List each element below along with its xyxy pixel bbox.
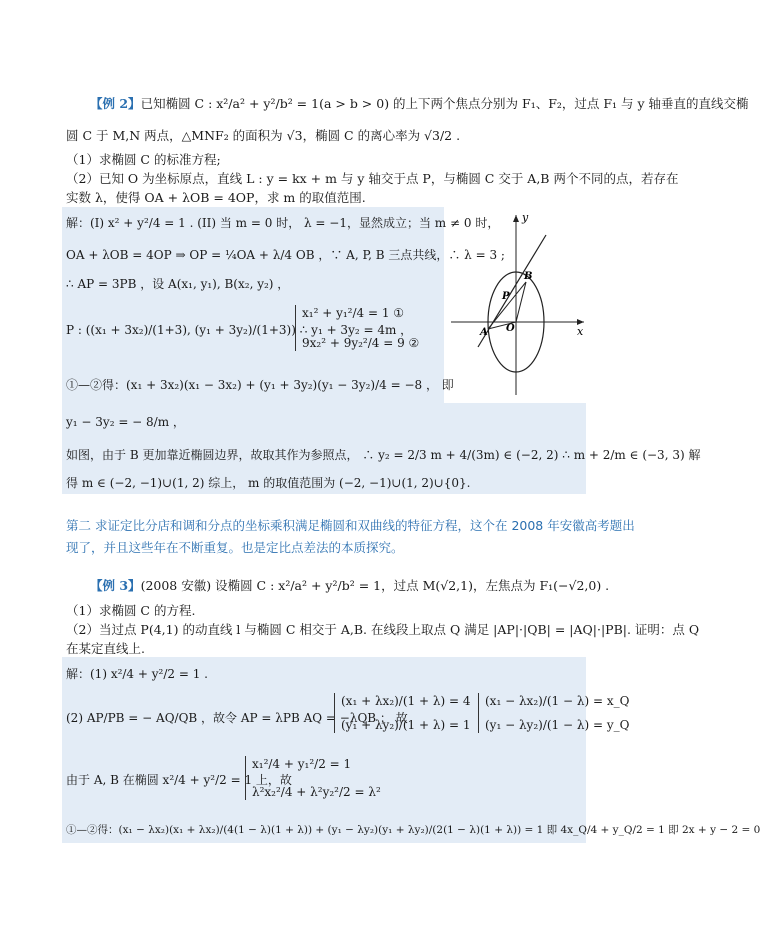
label-a: A: [480, 327, 488, 338]
section-line2: 现了，并且这些年在不断重复。也是定比点差法的本质探究。: [66, 540, 404, 555]
sol2-line8: 得 m ∈ (−2, −1)∪(1, 2) 综上， m 的取值范围为 (−2, −1)∪(1, 2)∪{0}.: [66, 476, 471, 490]
ex3-text1: (2008 安徽) 设椭圆 C : x²/a² + y²/b² = 1，过点 M(√2,1)，左焦点为 F₁(−√2,0) .: [140, 578, 610, 593]
solution3-bg: [62, 657, 586, 843]
ex2-q2a: （2）已知 O 为坐标原点，直线 L : y = kx + m 与 y 轴交于点 P，与椭圆 C 交于 A,B 两个不同的点，若存在: [66, 171, 679, 186]
sol3-systemA: [334, 693, 470, 733]
sol2-line3: ∴ AP = 3PB ，设 A(x₁, y₁), B(x₂, y₂) ，: [66, 277, 290, 291]
sol2-line6: y₁ − 3y₂ = − 8/m ，: [66, 415, 185, 429]
sol2-system: [295, 305, 419, 351]
y-axis-arrow: [513, 215, 519, 222]
label-y: y: [522, 211, 529, 224]
label-b: B: [524, 271, 533, 282]
ex2-text1: 已知椭圆 C : x²/a² + y²/b² = 1(a > b > 0) 的上下两个焦点分别为 F₁、F₂，过点 F₁ 与 y 轴垂直的直线交椭: [140, 96, 749, 111]
sol3-sysA1: (x₁ + λx₂)/(1 + λ) = 4: [341, 694, 471, 708]
ex2-q2b: 实数 λ，使得 OA + λOB = 4OP，求 m 的取值范围.: [66, 190, 366, 205]
sol2-eq1: x₁² + y₁²/4 = 1 ①: [302, 306, 405, 320]
sol2-line1: 解：(I) x² + y²/4 = 1 . (II) 当 m = 0 时， λ = −1，显然成立；当 m ≠ 0 时，: [66, 216, 500, 230]
sol3-systemC: [245, 756, 381, 800]
sol3-systemB: [478, 693, 629, 733]
sol3-line3: 由于 A, B 在椭圆 x²/4 + y²/2 = 1 上，故: [66, 773, 292, 787]
sol2-line5: ①—②得：(x₁ + 3x₂)(x₁ − 3x₂) + (y₁ + 3y₂)(y₁ − 3y₂)/4 = −8 ， 即: [66, 378, 454, 392]
ex3-q1: （1）求椭圆 C 的方程.: [66, 603, 196, 618]
sol2-line2: OA + λOB = 4OP ⇒ OP = ¼OA + λ/4 OB ，∵ A, P, B 三点共线，∴ λ = 3 ;: [66, 248, 505, 262]
ex3-q2a: （2）当过点 P(4,1) 的动直线 l 与椭圆 C 相交于 A,B. 在线段上取点 Q 满足 |AP|·|QB| = |AQ|·|PB|. 证明：点 Q: [66, 622, 700, 637]
sol3-line1: 解：(1) x²/4 + y²/2 = 1 .: [66, 667, 208, 681]
sol2-line7: 如图，由于 B 更加靠近椭圆边界，故取其作为参照点， ∴ y₂ = 2/3 m + 4/(3m) ∈ (−2, 2) ∴ m + 2/m ∈ (−3, 3) 解: [66, 448, 701, 462]
label-x: x: [577, 325, 584, 338]
sol3-sysB2: (y₁ − λy₂)/(1 − λ) = y_Q: [485, 718, 630, 732]
ellipse-figure: [446, 207, 586, 397]
ex2-line2: 圆 C 于 M,N 两点，△MNF₂ 的面积为 √3，椭圆 C 的离心率为 √3/2 .: [66, 128, 461, 143]
sol3-sysC2: λ²x₂²/4 + λ²y₂²/2 = λ²: [252, 785, 381, 799]
section-line1: 第二 求证定比分店和调和分点的坐标乘积满足椭圆和双曲线的特征方程，这个在 2008 年安徽高考题出: [66, 518, 635, 533]
sol3-line4: ①—②得：(x₁ − λx₂)(x₁ + λx₂)/(4(1 − λ)(1 + λ)) + (y₁ − λy₂)(y₁ + λy₂)/(2(1 − λ)(1 + λ)) = 1 即 4x_Q/4 + y_Q/2 = 1 即 2x + y − 2 = 0: [66, 824, 760, 836]
sol3-line2: (2) AP/PB = − AQ/QB ，故令 AP = λPB AQ = −λQB ； 故: [66, 711, 408, 725]
label-p: P: [502, 291, 510, 302]
sol3-sysB1: (x₁ − λx₂)/(1 − λ) = x_Q: [485, 694, 630, 708]
ex2-line1: [90, 96, 749, 112]
ex3-line1: [90, 578, 609, 594]
sol2-line4: P : ((x₁ + 3x₂)/(1+3), (y₁ + 3y₂)/(1+3)) ∴ y₁ + 3y₂ = 4m ，: [66, 323, 413, 337]
sol3-sysA2: (y₁ + λy₂)/(1 + λ) = 1: [341, 718, 471, 732]
ex3-q2b: 在某定直线上.: [66, 641, 145, 656]
sol3-sysC1: x₁²/4 + y₁²/2 = 1: [252, 757, 352, 771]
sol2-eq2: 9x₂² + 9y₂²/4 = 9 ②: [302, 336, 420, 350]
ex3-tag: 【例 3】: [90, 578, 141, 593]
ex2-tag: 【例 2】: [90, 96, 141, 111]
label-o: O: [506, 323, 515, 334]
ex2-q1: （1）求椭圆 C 的标准方程;: [66, 152, 221, 167]
